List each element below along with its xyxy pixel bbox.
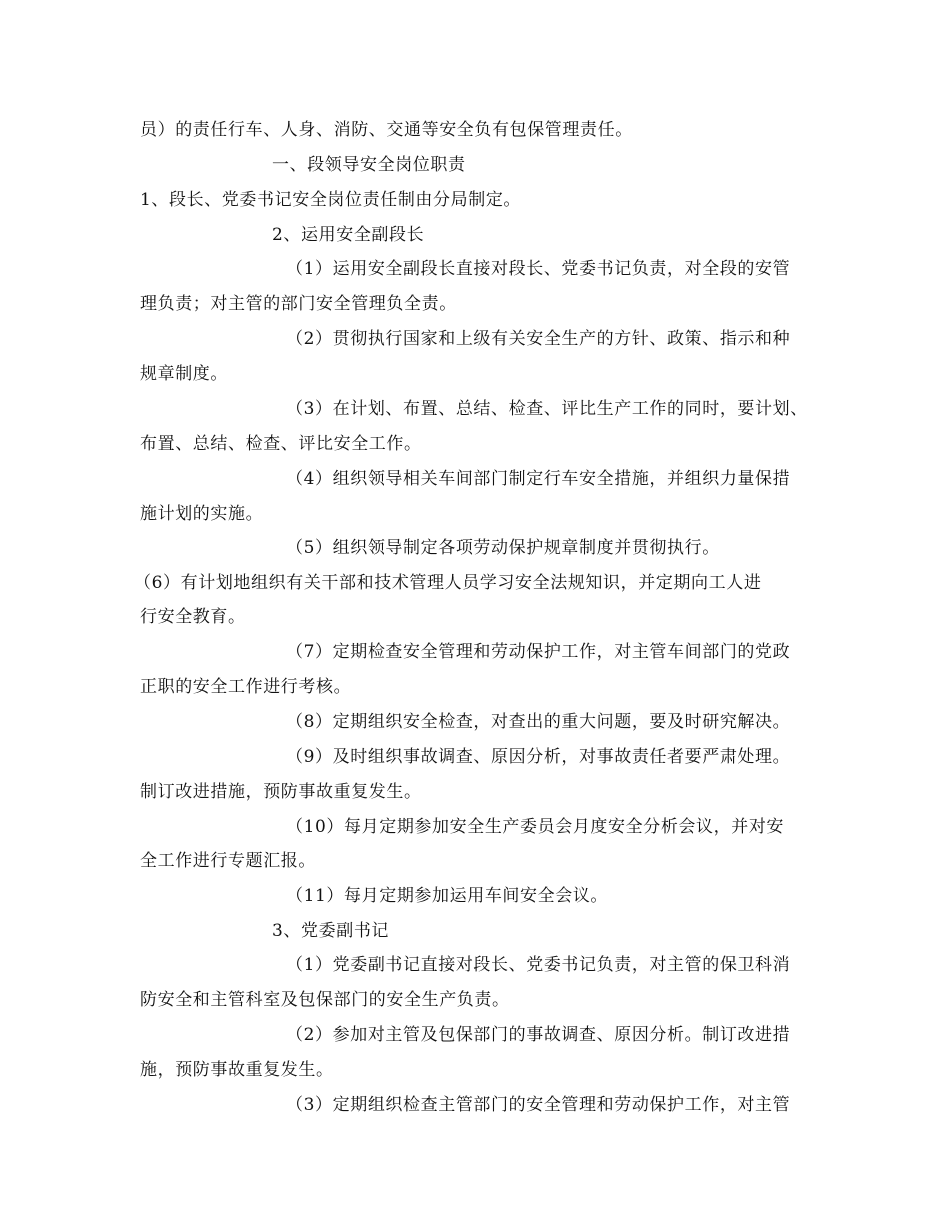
text-line-1: 员）的责任行车、人身、消防、交通等安全负有包保管理责任。 [140, 120, 633, 140]
text-line-3: 1、段长、党委书记安全岗位责任制由分局制定。 [140, 190, 522, 210]
item-3-1-line-1: （1）党委副书记直接对段长、党委书记负责，对主管的保卫科消 [286, 955, 791, 975]
item-1-line-1: （1）运用安全副段长直接对段长、党委书记负责，对全段的安管 [286, 259, 791, 279]
item-7-line-2: 正职的安全工作进行考核。 [140, 677, 352, 697]
item-4-line-1: （4）组织领导相关车间部门制定行车安全措施，并组织力量保措 [286, 469, 791, 489]
item-10-line-1: （10）每月定期参加安全生产委员会月度安全分析会议，并对安 [286, 817, 785, 837]
item-3-2-line-2: 施，预防事故重复发生。 [140, 1060, 334, 1080]
item-3-2-line-1: （2）参加对主管及包保部门的事故调查、原因分析。制订改进措 [286, 1025, 791, 1045]
subsection-heading-2: 2、运用安全副段长 [272, 225, 425, 245]
item-9-line-2: 制订改进措施，预防事故重复发生。 [140, 782, 422, 802]
item-3-line-1: （3）在计划、布置、总结、检查、评比生产工作的同时，要计划、 [286, 399, 808, 419]
item-7-line-1: （7）定期检查安全管理和劳动保护工作，对主管车间部门的党政 [286, 642, 791, 662]
item-9-line-1: （9）及时组织事故调查、原因分析，对事故责任者要严肃处理。 [286, 747, 791, 767]
subsection-heading-3: 3、党委副书记 [272, 921, 390, 941]
item-1-line-2: 理负责；对主管的部门安全管理负全责。 [140, 294, 457, 314]
item-3-line-2: 布置、总结、检查、评比安全工作。 [140, 434, 422, 454]
item-10-line-2: 全工作进行专题汇报。 [140, 851, 316, 871]
item-4-line-2: 施计划的实施。 [140, 504, 264, 524]
item-3-1-line-2: 防安全和主管科室及包保部门的安全生产负责。 [140, 990, 510, 1010]
item-8-line-1: （8）定期组织安全检查，对查出的重大问题，要及时研究解决。 [286, 712, 791, 732]
item-2-line-1: （2）贯彻执行国家和上级有关安全生产的方针、政策、指示和种 [286, 329, 791, 349]
item-11-line-1: （11）每月定期参加运用车间安全会议。 [286, 886, 609, 906]
item-6-line-1: （6）有计划地组织有关干部和技术管理人员学习安全法规知识，并定期向工人进 [134, 573, 762, 593]
item-5-line-1: （5）组织领导制定各项劳动保护规章制度并贯彻执行。 [286, 538, 720, 558]
item-6-line-2: 行安全教育。 [140, 607, 246, 627]
item-3-3-line-1: （3）定期组织检查主管部门的安全管理和劳动保护工作，对主管 [286, 1095, 791, 1115]
section-heading-1: 一、段领导安全岗位职责 [272, 155, 466, 175]
item-2-line-2: 规章制度。 [140, 364, 228, 384]
